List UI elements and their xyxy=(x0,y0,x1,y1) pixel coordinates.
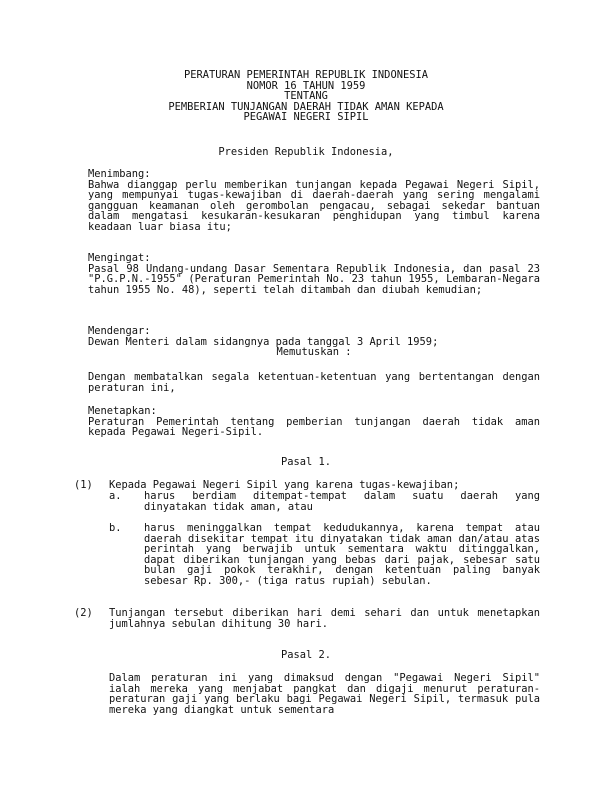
menimbang-section xyxy=(88,169,540,233)
memutuskan-label: Memutuskan : xyxy=(276,346,352,359)
menimbang-label: Menimbang: xyxy=(88,168,151,180)
pasal-2-text: Dalam peraturan ini yang dimaksud dengan "Pegawai Negeri Sipil" ialah mereka yang menjabat pangkat dan digaji menurut peraturan-peraturan gaji yang berlaku bagi Pegawai Negeri Sipil, termasuk pula mereka yang diangkat untuk sementara xyxy=(109,672,540,716)
pasal-2-title: Pasal 2. xyxy=(280,649,332,661)
mendengar-section xyxy=(88,326,540,358)
mengingat-label: Mengingat: xyxy=(88,252,151,264)
menetapkan-text: Peraturan Pemerintah tentang pemberian tunjangan daerah tidak aman kepada Pegawai Negeri-Sipil. xyxy=(88,415,540,439)
president-line: Presiden Republik Indonesia, xyxy=(218,146,394,158)
menetapkan-section xyxy=(88,406,540,438)
sub-a-text: harus berdiam ditempat-tempat dalam suatu daerah yang dinyatakan tidak aman, atau xyxy=(144,490,540,513)
menimbang-text: Bahwa dianggap perlu memberikan tunjangan kepada Pegawai Negeri Sipil, yang mempunyai tugas-kewajiban di daerah-daerah yang sering mengalami gangguan keamanan oleh gerombolan pengacau, sebagai sekedar bantuan dalam mengatasi kesukaran-kesukaran penghidupan yang timbul karena keadaan luar biasa itu; xyxy=(88,178,540,233)
mengingat-text: Pasal 98 Undang-undang Dasar Sementara Republik Indonesia, dan pasal 23 "P.G.P.N.-1955" (Peraturan Pemerintah No. 23 tahun 1955, Lembaran-Negara tahun 1955 No. 48), seperti telah ditambah dan diubah kemudian; xyxy=(88,262,540,296)
pasal-1-title: Pasal 1. xyxy=(280,456,332,468)
sub-b-letter: b. xyxy=(109,522,122,534)
mendengar-text: Dewan Menteri dalam sidangnya pada tanggal 3 April 1959; xyxy=(88,335,439,348)
sub-a-letter: a. xyxy=(109,490,122,502)
sub-b-text: harus meninggalkan tempat kedudukannya, karena tempat atau daerah disekitar tempat itu dinyatakan tidak aman dan/atau atas perintah yang berwajib untuk sementara waktu ditinggalkan, dapat diberikan tunjangan yang bebas dari pajak, sebesar satu bulan gaji pokok terakhir, dengan ketentuan paling banyak sebesar Rp. 300,- (tiga ratus rupiah) sebulan. xyxy=(144,522,540,587)
menetapkan-label: Menetapkan: xyxy=(88,405,157,417)
mendengar-label: Mendengar: xyxy=(88,325,151,337)
item-2-text: Tunjangan tersebut diberikan hari demi sehari dan untuk menetapkan jumlahnya sebulan dihitung 30 hari. xyxy=(109,607,540,630)
title-line-1: PERATURAN PEMERINTAH REPUBLIK INDONESIA xyxy=(184,69,428,81)
item-1-text: Kepada Pegawai Negeri Sipil yang karena tugas-kewajiban; xyxy=(109,479,460,491)
title-line-4: PEMBERIAN TUNJANGAN DAERAH TIDAK AMAN KEPADA xyxy=(168,100,444,113)
title-line-3: TENTANG xyxy=(284,90,328,103)
title-line-5: PEGAWAI NEGERI SIPIL xyxy=(243,111,369,124)
item-1-number: (1) xyxy=(74,479,93,491)
item-2-number: (2) xyxy=(74,607,93,619)
pembatalan-text: Dengan membatalkan segala ketentuan-ketentuan yang bertentangan dengan peraturan ini, xyxy=(88,371,540,394)
mengingat-section xyxy=(88,253,540,295)
regulation-title xyxy=(0,70,612,123)
title-line-2: NOMOR 16 TAHUN 1959 xyxy=(246,79,366,92)
